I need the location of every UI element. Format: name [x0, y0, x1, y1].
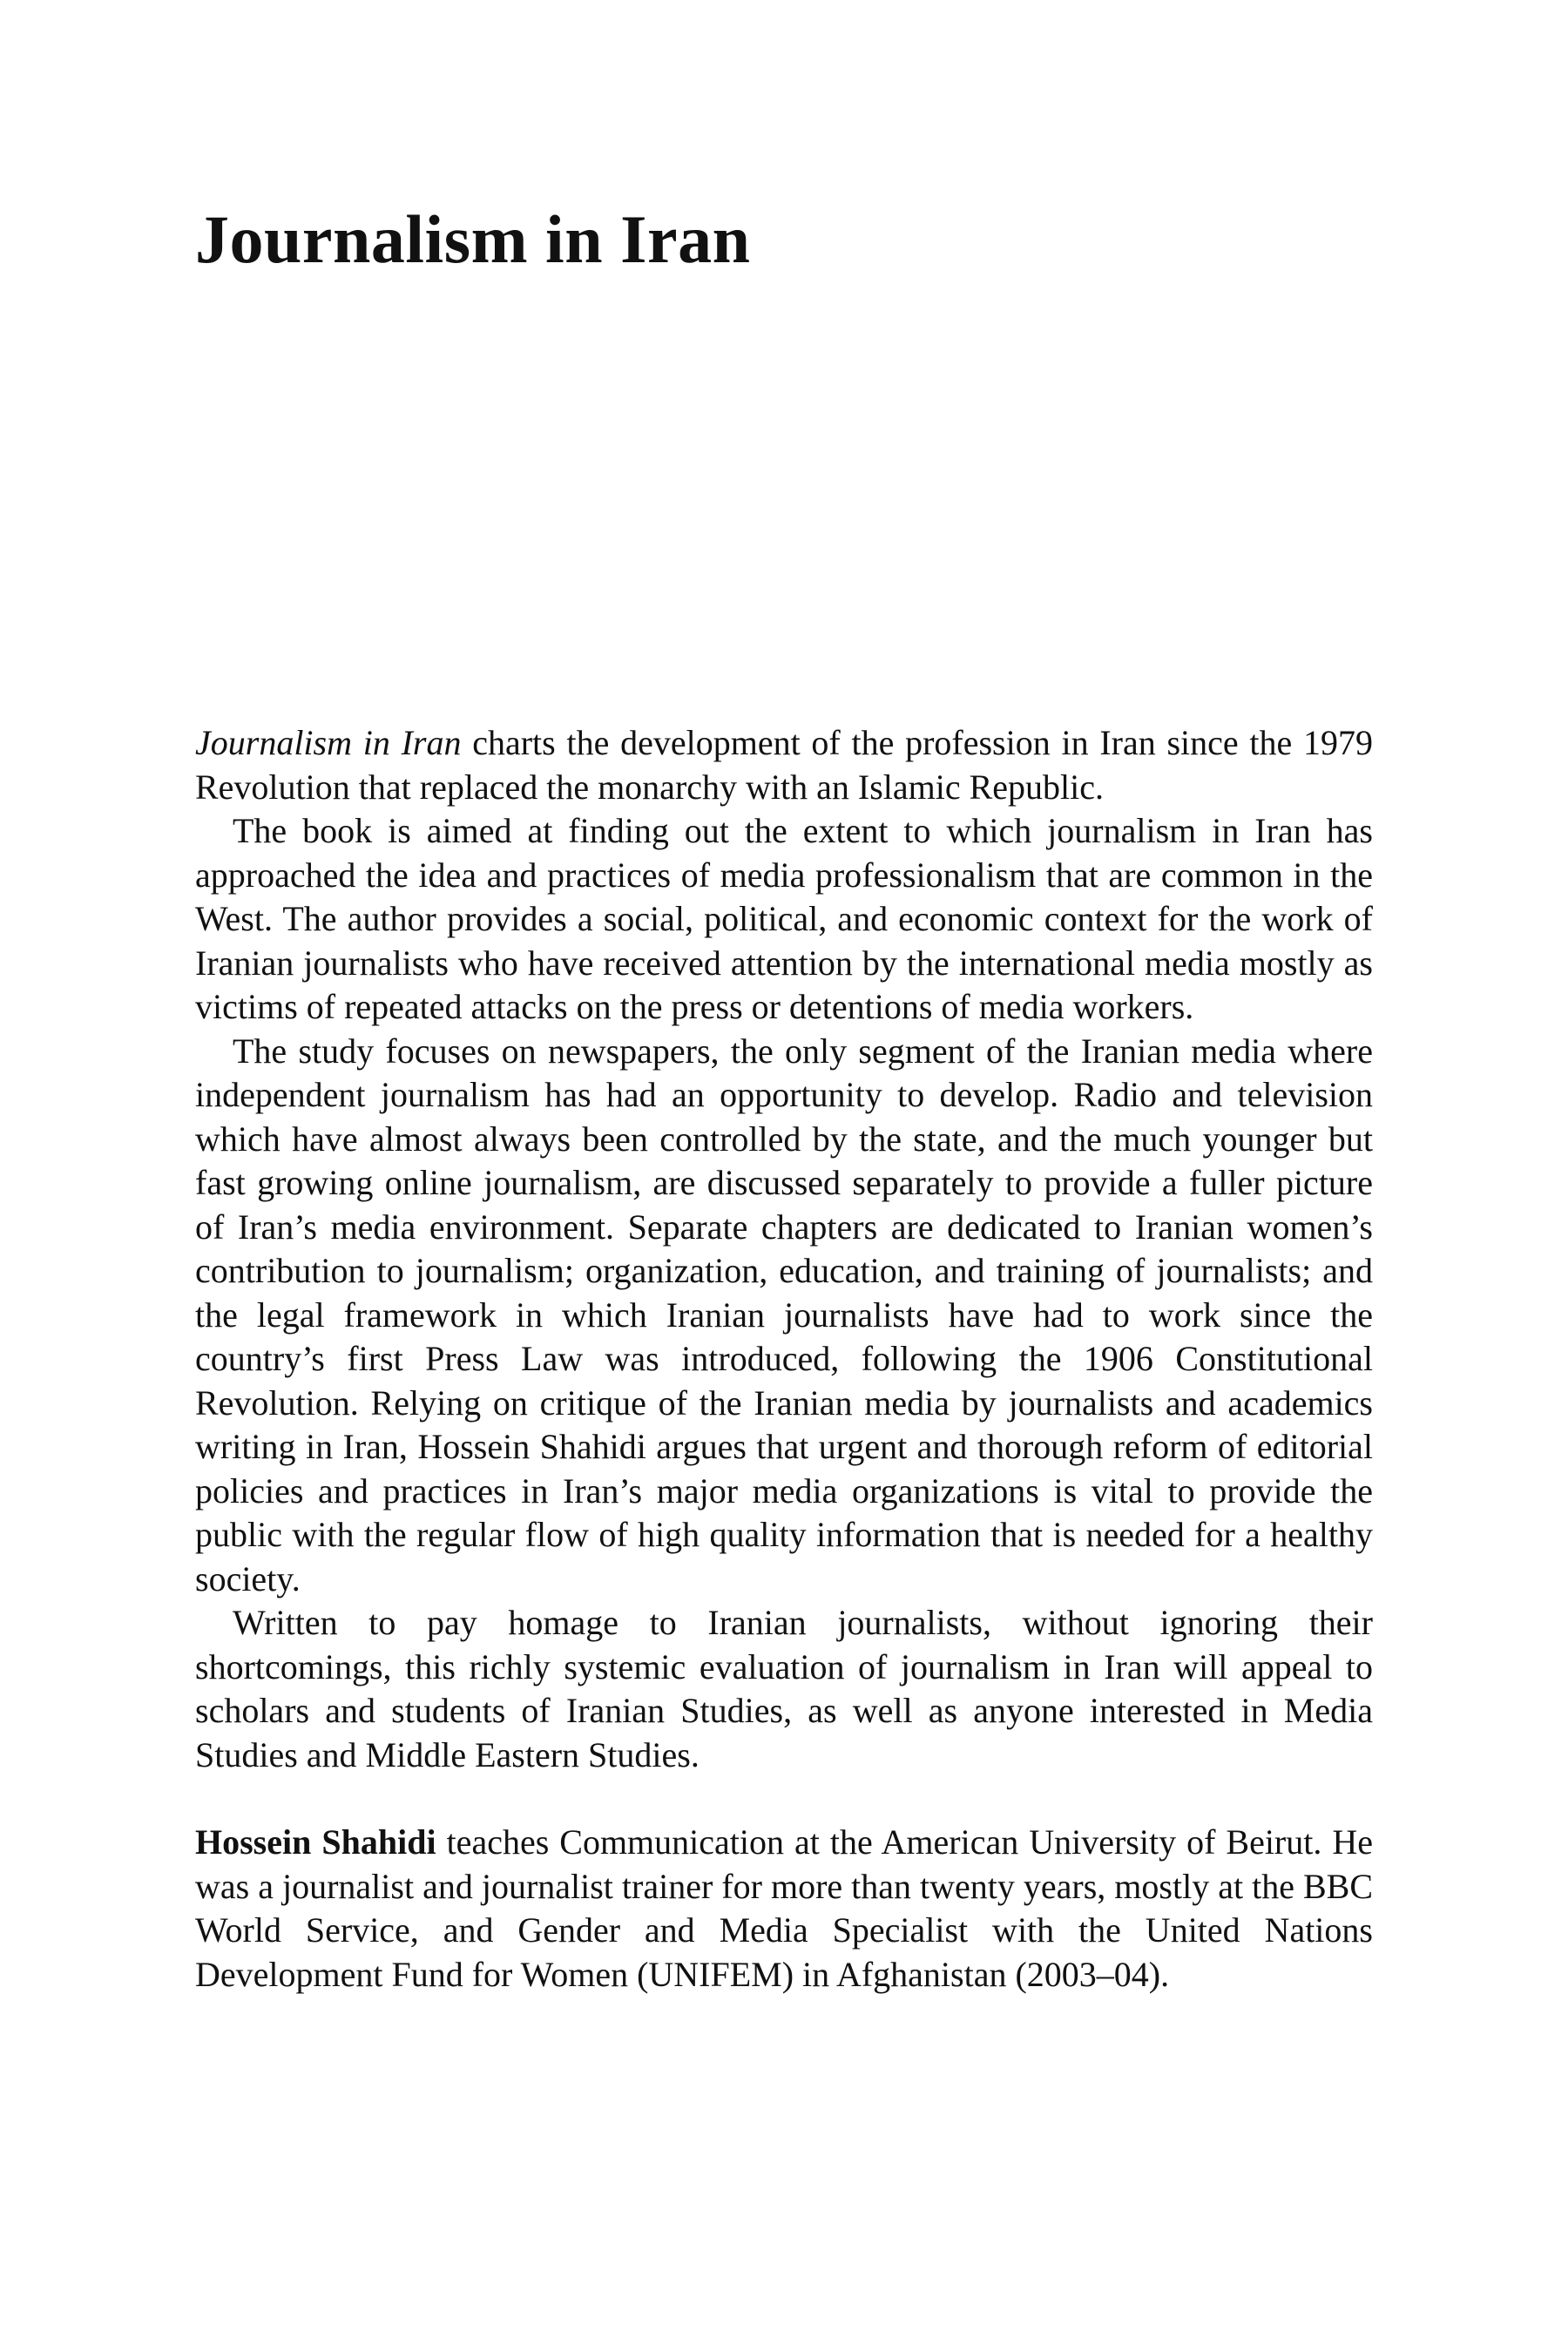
intro-text: charts the development of the profession in Iran since the 1979 Revolution that replaced the monarchy with an Islamic Republic. — [195, 723, 1373, 807]
intro-paragraph — [195, 721, 1373, 809]
page-title: Journalism in Iran — [195, 201, 751, 277]
author-name: Hossein Shahidi — [195, 1822, 436, 1862]
audience-paragraph: Written to pay homage to Iranian journalists, without ignoring their shortcomings, this richly systemic evaluation of journalism in Iran will appeal to scholars and students of Iranian Studies, as well as anyone interested in Media Studies and Middle Eastern Studies. — [195, 1603, 1373, 1774]
study-paragraph: The study focuses on newspapers, the only segment of the Iranian media where independent journalism has had an opportunity to develop. Radio and television which have almost always been controlled by the state, and the much younger but fast growing online journalism, are discussed separately to provide a fuller picture of Iran’s media environment. Separate chapters are dedicated to Iranian women’s contribution to journalism; organization, education, and training of journalists; and the legal framework in which Iranian journalists have had to work since the country’s first Press Law was introduced, following the 1906 Constitutional Revolution. Relying on critique of the Iranian media by journalists and academics writing in Iran, Hossein Shahidi argues that urgent and thorough reform of editorial policies and practices in Iran’s major media organizations is vital to provide the public with the regular flow of high quality information that is needed for a healthy society. — [195, 1031, 1373, 1598]
intro-title-italic: Journalism in Iran — [195, 723, 462, 762]
author-bio-text: teaches Communication at the American University of Beirut. He was a journalist and journalist trainer for more than twenty years, mostly at the BBC World Service, and Gender and Media Specialist with the United Nations Development Fund for Women (UNIFEM) in Afghanistan (2003–04). — [195, 1822, 1374, 1994]
scope-paragraph: The book is aimed at finding out the extent to which journalism in Iran has approached the idea and practices of media professionalism that are common in the West. The author provides a social, political, and economic context for the work of Iranian journalists who have received attention by the international media mostly as victims of repeated attacks on the press or detentions of media workers. — [195, 811, 1373, 1026]
description-text — [195, 721, 1373, 1997]
author-bio — [195, 1821, 1373, 1997]
